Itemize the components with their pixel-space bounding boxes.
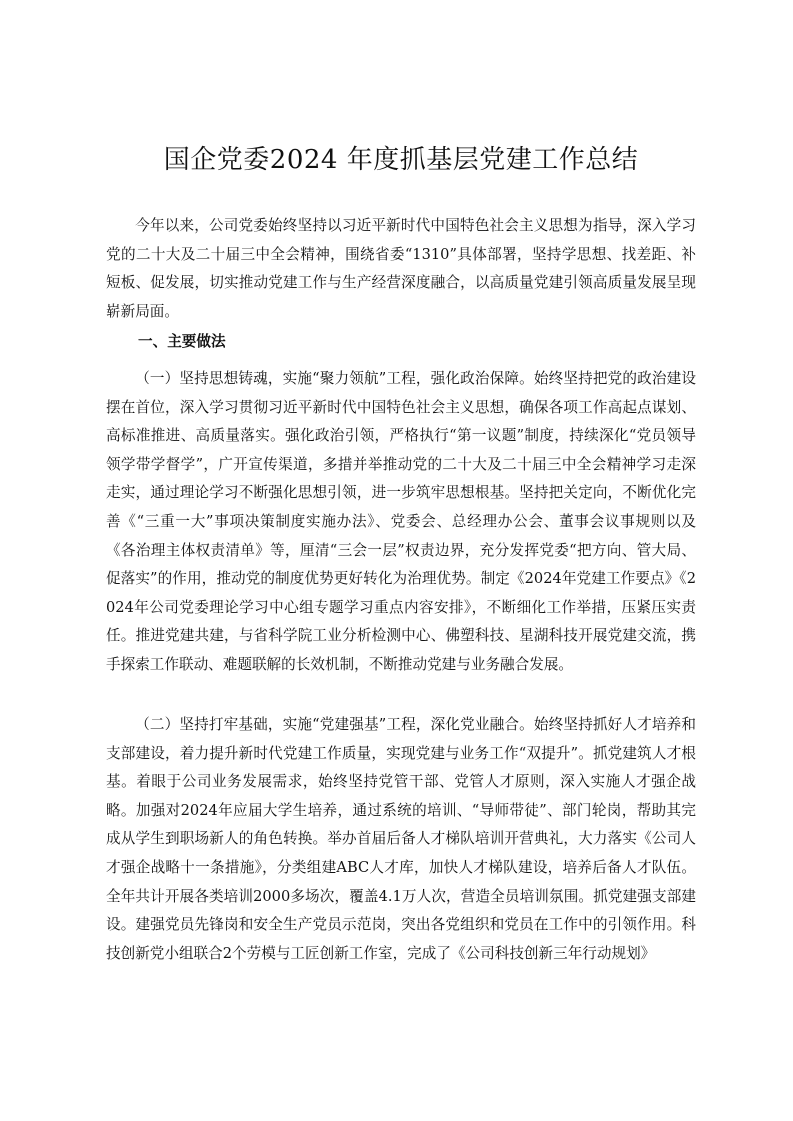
document-page: [106, 0, 696, 1121]
body-paragraph-2: （二）坚持打牢基础，实施“党建强基”工程，深化党业融合。始终坚持抓好人才培养和支部建设，着力提升新时代党建工作质量，实现党建与业务工作“双提升”。抓党建筑人才根基。着眼于公司业务发展需求，始终坚持党管干部、党管人才原则，深入实施人才强企战略。加强对2024年应届大学生培养，通过系统的培训、“导师带徒”、部门轮岗，帮助其完成从学生到职场新人的角色转换。举办首届后备人才梯队培训开营典礼，大力落实《公司人才强企战略十一条措施》，分类组建ABC人才库，加快人才梯队建设，培养后备人才队伍。全年共计开展各类培训2000多场次，覆盖4.1万人次，营造全员培训氛围。抓党建强支部建设。建强党员先锋岗和安全生产党员示范岗，突出各党组织和党员在工作中的引领作用。科技创新党小组联合2个劳模与工匠创新工作室，完成了《公司科技创新三年行动规划》: [106, 716, 696, 962]
intro-paragraph: 今年以来，公司党委始终坚持以习近平新时代中国特色社会主义思想为指导，深入学习党的二十大及二十届三中全会精神，围绕省委“1310”具体部署，坚持学思想、找差距、补短板、促发展，切实推动党建工作与生产经营深度融合，以高质量党建引领高质量发展呈现崭新局面。: [106, 217, 696, 320]
section-heading: 一、主要做法: [138, 333, 226, 350]
document-title: 国企党委2024 年度抓基层党建工作总结: [163, 145, 639, 175]
body-paragraph-1: （一）坚持思想铸魂，实施“聚力领航”工程，强化政治保障。始终坚持把党的政治建设摆在首位，深入学习贯彻习近平新时代中国特色社会主义思想，确保各项工作高起点谋划、高标准推进、高质量落实。强化政治引领，严格执行“第一议题”制度，持续深化“党员领导领学带学督学”，广开宣传渠道，多措并举推动党的二十大及二十届三中全会精神学习走深走实，通过理论学习不断强化思想引领，进一步筑牢思想根基。坚持把关定向，不断优化完善《“三重一大”事项决策制度实施办法》、党委会、总经理办公会、董事会议事规则以及《各治理主体权责清单》等，厘清“三会一层”权责边界，充分发挥党委“把方向、管大局、促落实”的作用，推动党的制度优势更好转化为治理优势。制定《2024年党建工作要点》《2024年公司党委理论学习中心组专题学习重点内容安排》，不断细化工作举措，压紧压实责任。推进党建共建，与省科学院工业分析检测中心、佛塑科技、星湖科技开展党建交流，携手探索工作联动、难题联解的长效机制，不断推动党建与业务融合发展。: [106, 370, 696, 673]
